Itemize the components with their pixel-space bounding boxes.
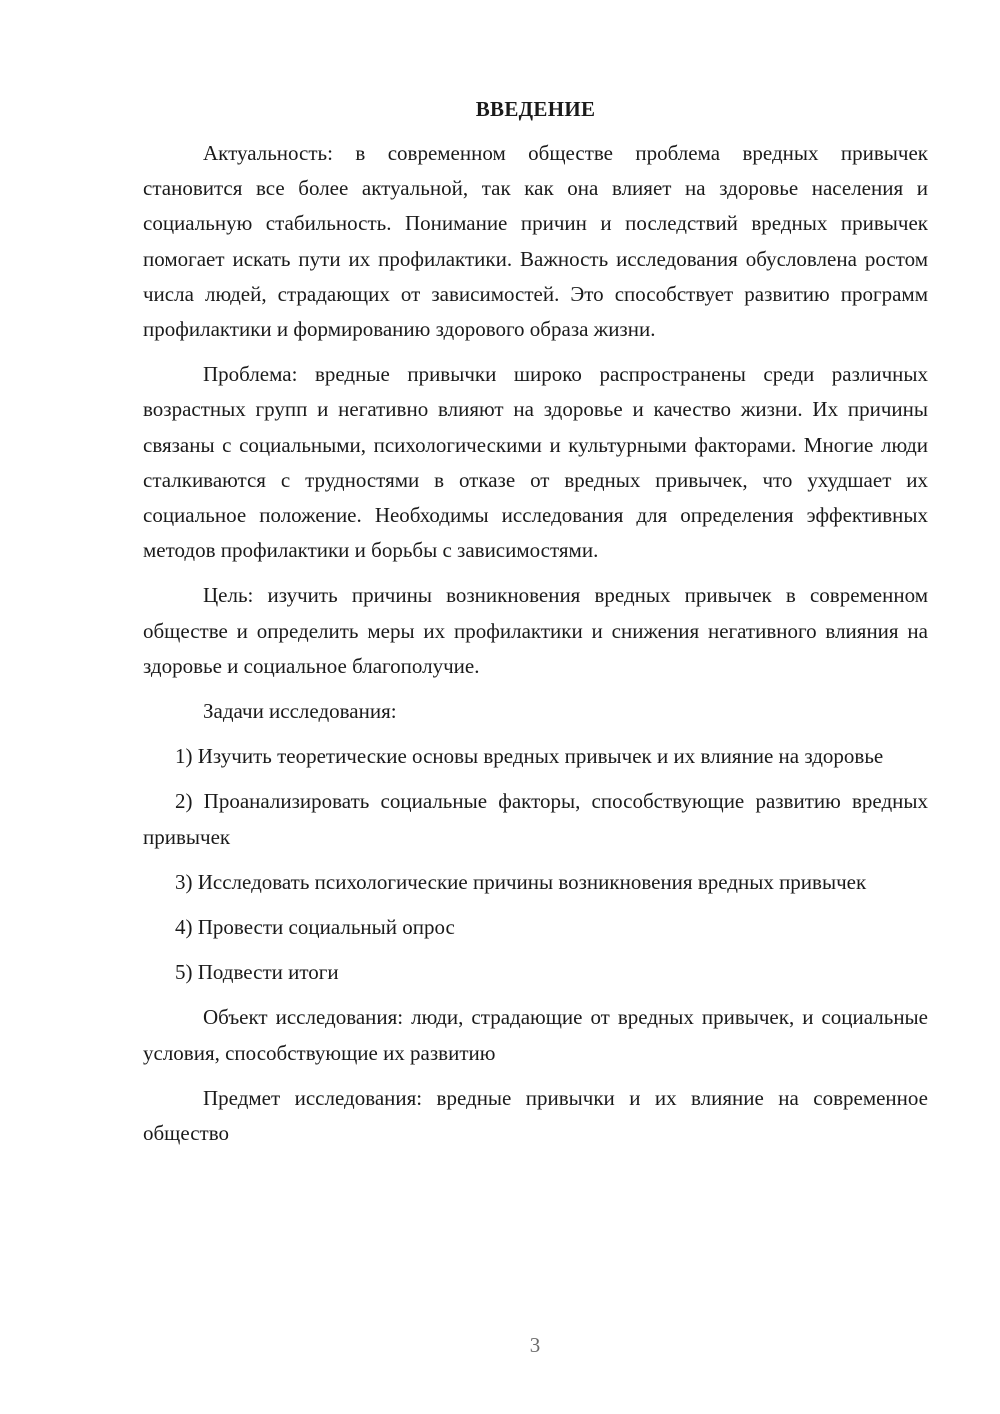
object-paragraph: Объект исследования: люди, страдающие от вредных привычек, и социальные условия, способствующие их развитию [143,1005,928,1065]
task-item-2: 2) Проанализировать социальные факторы, способствующие развитию вредных привычек [143,789,928,849]
task-item-1: 1) Изучить теоретические основы вредных привычек и их влияние на здоровье [175,744,884,769]
tasks-title: Задачи исследования: [203,699,397,724]
relevance-paragraph: Актуальность: в современном обществе проблема вредных привычек становится все более актуальной, так как она влияет на здоровье населения и социальную стабильность. Понимание причин и последствий вредных привычек помогает искать пути их профилактики. Важность исследования обусловлена ростом числа людей, страдающих от зависимостей. Это способствует развитию программ профилактики и формированию здорового образа жизни. [143,141,928,342]
task-item-3: 3) Исследовать психологические причины возникновения вредных привычек [175,869,867,894]
goal-paragraph: Цель: изучить причины возникновения вредных привычек в современном обществе и определить меры их профилактики и снижения негативного влияния на здоровье и социальное благополучие. [143,583,928,678]
task-item-4: 4) Провести социальный опрос [175,915,455,940]
problem-paragraph: Проблема: вредные привычки широко распространены среди различных возрастных групп и негативно влияют на здоровье и качество жизни. Их причины связаны с социальными, психологическими и культурными факторами. Многие люди сталкиваются с трудностями в отказе от вредных привычек, что ухудшает их социальное положение. Необходимы исследования для определения эффективных методов профилактики и борьбы с зависимостями. [143,362,928,563]
document-page [143,92,928,1161]
subject-paragraph: Предмет исследования: вредные привычки и их влияние на современное общество [143,1085,928,1146]
page-title: ВВЕДЕНИЕ [475,97,596,121]
task-item-5: 5) Подвести итоги [175,960,339,985]
page-number: 3 [529,1333,541,1357]
